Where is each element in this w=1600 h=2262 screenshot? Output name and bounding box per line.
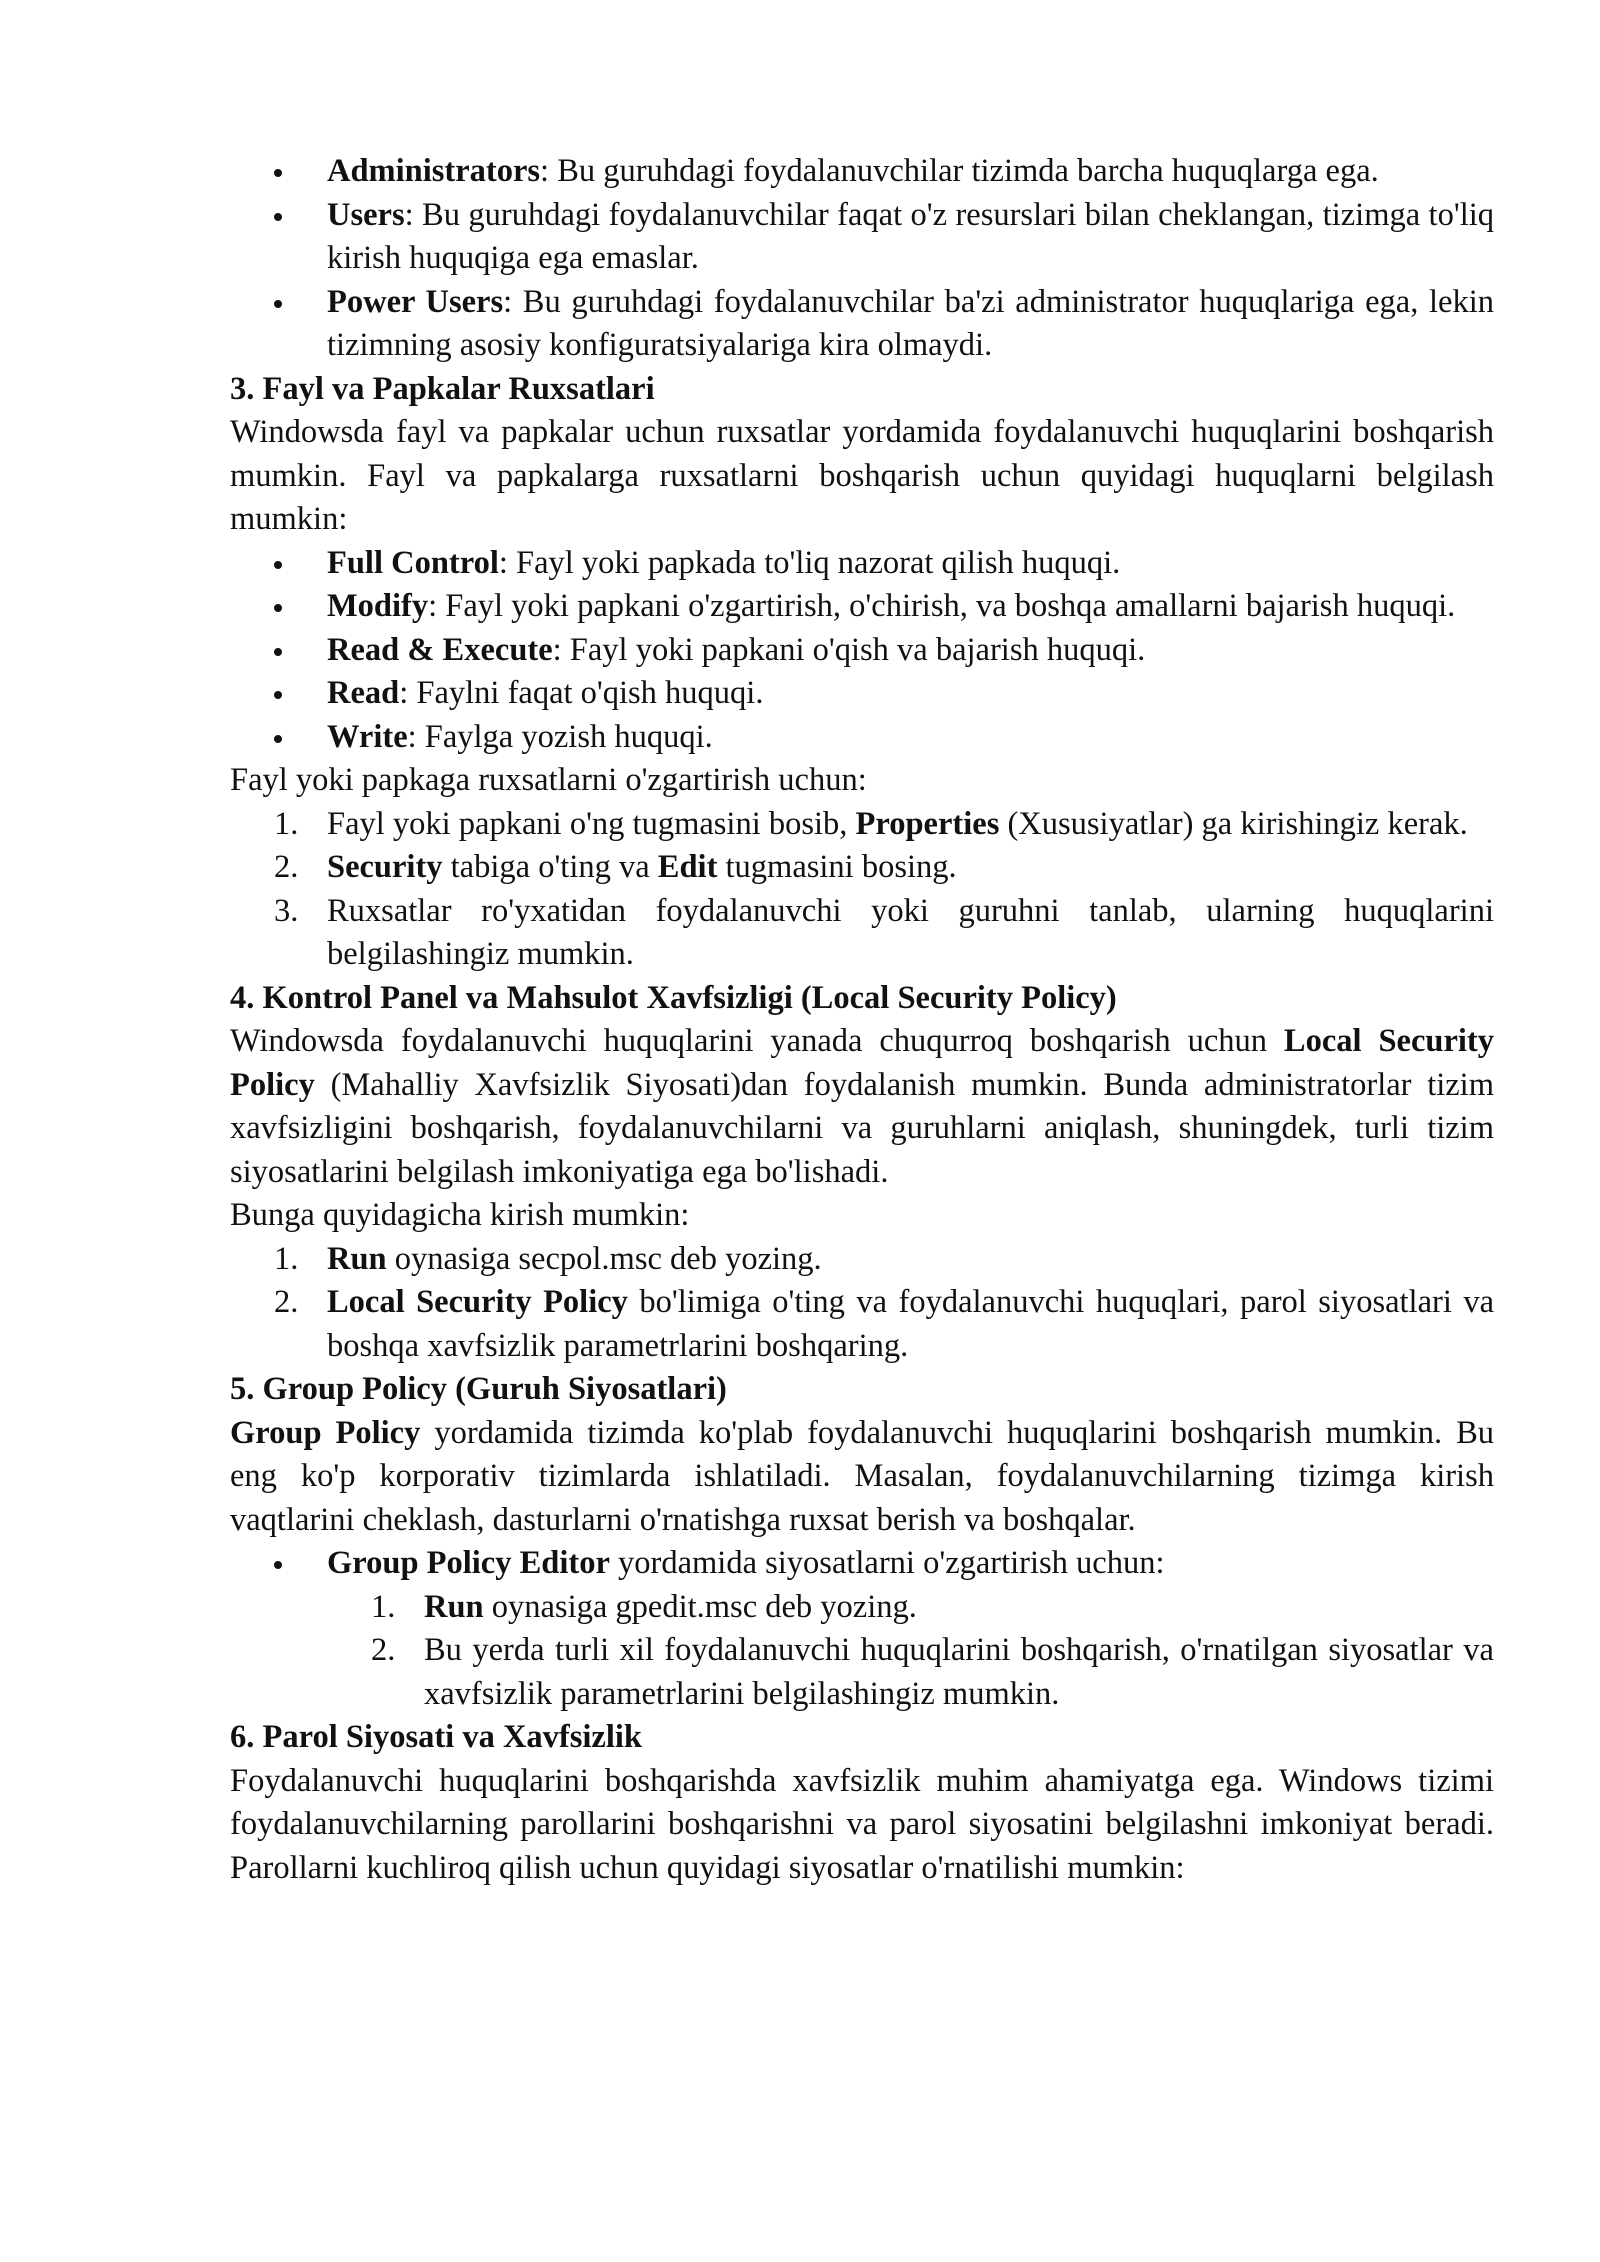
list-item: [327, 281, 1494, 368]
step-text: Ruxsatlar ro'yxatidan foydalanuvchi yoki guruhni tanlab, ularning huquqlarini belgilashingiz mumkin.: [327, 892, 1494, 972]
paragraph-term: Local Security Policy: [230, 1023, 1494, 1103]
step-text: Fayl yoki papkani o'ng tugmasini bosib,: [327, 805, 856, 842]
step-number: 1.: [371, 1588, 396, 1625]
step-text: bo'limiga o'ting va foydalanuvchi huquqlari, parol siyosatlari va boshqa xavfsizlik parametrlarini boshqaring.: [327, 1284, 1494, 1364]
definition: : Fayl yoki papkada to'liq nazorat qilish huquqi.: [498, 544, 1121, 581]
list-item: [327, 1542, 1494, 1716]
list-item: [327, 150, 1494, 194]
list-item: [274, 1281, 1494, 1368]
step-text: (Xususiyatlar) ga kirishingiz kerak.: [999, 805, 1468, 842]
step-text: Bu yerda turli xil foydalanuvchi huquqlarini boshqarish, o'rnatilgan siyosatlar va xavfsizlik parametrlarini belgilashingiz mumkin.: [424, 1632, 1494, 1712]
list-item: [327, 672, 1494, 716]
list-item: [327, 629, 1494, 673]
step-term: Run: [327, 1240, 387, 1277]
paragraph-text: yordamida tizimda ko'plab foydalanuvchi huquqlarini boshqarish mumkin. Bu eng ko'p korporativ tizimlarda ishlatiladi. Masalan, foydalanuvchilarning tizimga kirish vaqtlarini cheklash, dasturlarni o'rnatishga ruxsat berish va boshqalar.: [230, 1414, 1495, 1538]
list-item: [274, 1238, 1494, 1282]
paragraph-text: (Mahalliy Xavfsizlik Siyosati)dan foydalanish mumkin. Bunda administratorlar tizim xavfsizligini boshqarish, foydalanuvchilarni va guruhlarni aniqlash, shuningdek, turli tizim siyosatlarini belgilash imkoniyatiga ega bo'lishadi.: [230, 1066, 1494, 1190]
paragraph: Foydalanuvchi huquqlarini boshqarishda xavfsizlik muhim ahamiyatga ega. Windows tizimi foydalanuvchilarning parollarini boshqarishni va parol siyosatini belgilashni imkoniyat beradi. Parollarni kuchliroq qilish uchun quyidagi siyosatlar o'rnatilishi mumkin:: [230, 1762, 1494, 1886]
term: Administrators: [327, 153, 541, 189]
step-number: 2.: [274, 849, 299, 885]
nested-steps-list: [327, 1586, 1494, 1717]
term: Full Control: [327, 544, 499, 581]
term: Write: [327, 718, 408, 755]
list-item: [327, 542, 1494, 586]
step-text: tabiga o'ting va: [442, 849, 658, 885]
term: Users: [327, 196, 405, 233]
list-item: [327, 585, 1494, 629]
term: Modify: [327, 588, 429, 624]
term: Group Policy Editor: [327, 1545, 610, 1581]
list-item: [274, 890, 1494, 977]
definition: : Bu guruhdagi foydalanuvchilar faqat o'z resurslari bilan cheklangan, tizimga to'liq kirish huquqiga ega emaslar.: [327, 196, 1494, 276]
step-number: 2.: [371, 1632, 396, 1668]
definition: : Bu guruhdagi foydalanuvchilar tizimda barcha huquqlarga ega.: [540, 153, 1379, 189]
section-heading: 6. Parol Siyosati va Xavfsizlik: [230, 1719, 642, 1755]
step-number: 3.: [274, 892, 299, 929]
list-item: [371, 1629, 1494, 1716]
definition: : Bu guruhdagi foydalanuvchilar ba'zi administrator huquqlariga ega, lekin tizimning asosiy konfiguratsiyalariga kira olmaydi.: [327, 283, 1494, 363]
step-term: Edit: [657, 849, 718, 885]
paragraph: Windowsda fayl va papkalar uchun ruxsatlar yordamida foydalanuvchi huquqlarini boshqarish mumkin. Fayl va papkalarga ruxsatlarni boshqarish uchun quyidagi huquqlarni belgilash mumkin:: [230, 414, 1494, 537]
step-number: 2.: [274, 1284, 299, 1320]
step-term: Security: [327, 849, 443, 885]
term: Power Users: [327, 283, 504, 320]
paragraph: [230, 1020, 1494, 1194]
step-number: 1.: [274, 1240, 299, 1277]
definition: : Fayl yoki papkani o'zgartirish, o'chirish, va boshqa amallarni bajarish huquqi.: [428, 588, 1456, 624]
list-item: [274, 803, 1494, 847]
list-item: [274, 846, 1494, 890]
term: Read: [327, 675, 400, 711]
steps-list: [230, 1238, 1494, 1369]
list-item: [327, 194, 1494, 281]
definition: : Fayl yoki papkani o'qish va bajarish huquqi.: [552, 631, 1146, 668]
step-term: Run: [424, 1588, 484, 1625]
paragraph-term: Group Policy: [230, 1414, 421, 1451]
paragraph: [230, 1412, 1494, 1543]
step-text: oynasiga gpedit.msc deb yozing.: [483, 1588, 917, 1625]
list-item: [327, 716, 1494, 760]
paragraph: Bunga quyidagicha kirish mumkin:: [230, 1197, 690, 1233]
steps-list: [230, 803, 1494, 977]
step-term: Local Security Policy: [327, 1284, 628, 1320]
step-number: 1.: [274, 805, 299, 842]
permissions-list: [230, 542, 1494, 760]
paragraph-text: Windowsda foydalanuvchi huquqlarini yanada chuqurroq boshqarish uchun: [230, 1023, 1284, 1059]
step-term: Properties: [855, 805, 1000, 842]
section-heading: 5. Group Policy (Guruh Siyosatlari): [230, 1371, 727, 1407]
definition: : Faylni faqat o'qish huquqi.: [399, 675, 764, 711]
paragraph: Fayl yoki papkaga ruxsatlarni o'zgartirish uchun:: [230, 762, 867, 798]
list-item: [371, 1586, 1494, 1630]
term: Read & Execute: [327, 631, 553, 668]
section-heading: 3. Fayl va Papkalar Ruxsatlari: [230, 370, 655, 407]
definition: : Faylga yozish huquqi.: [407, 718, 713, 755]
section-heading: 4. Kontrol Panel va Mahsulot Xavfsizligi (Local Security Policy): [230, 979, 1117, 1016]
step-text: oynasiga secpol.msc deb yozing.: [386, 1240, 822, 1277]
user-groups-list: [230, 150, 1494, 368]
definition: yordamida siyosatlarni o'zgartirish uchun:: [609, 1545, 1165, 1581]
step-text: tugmasini bosing.: [717, 849, 957, 885]
group-policy-list: [230, 1542, 1494, 1716]
